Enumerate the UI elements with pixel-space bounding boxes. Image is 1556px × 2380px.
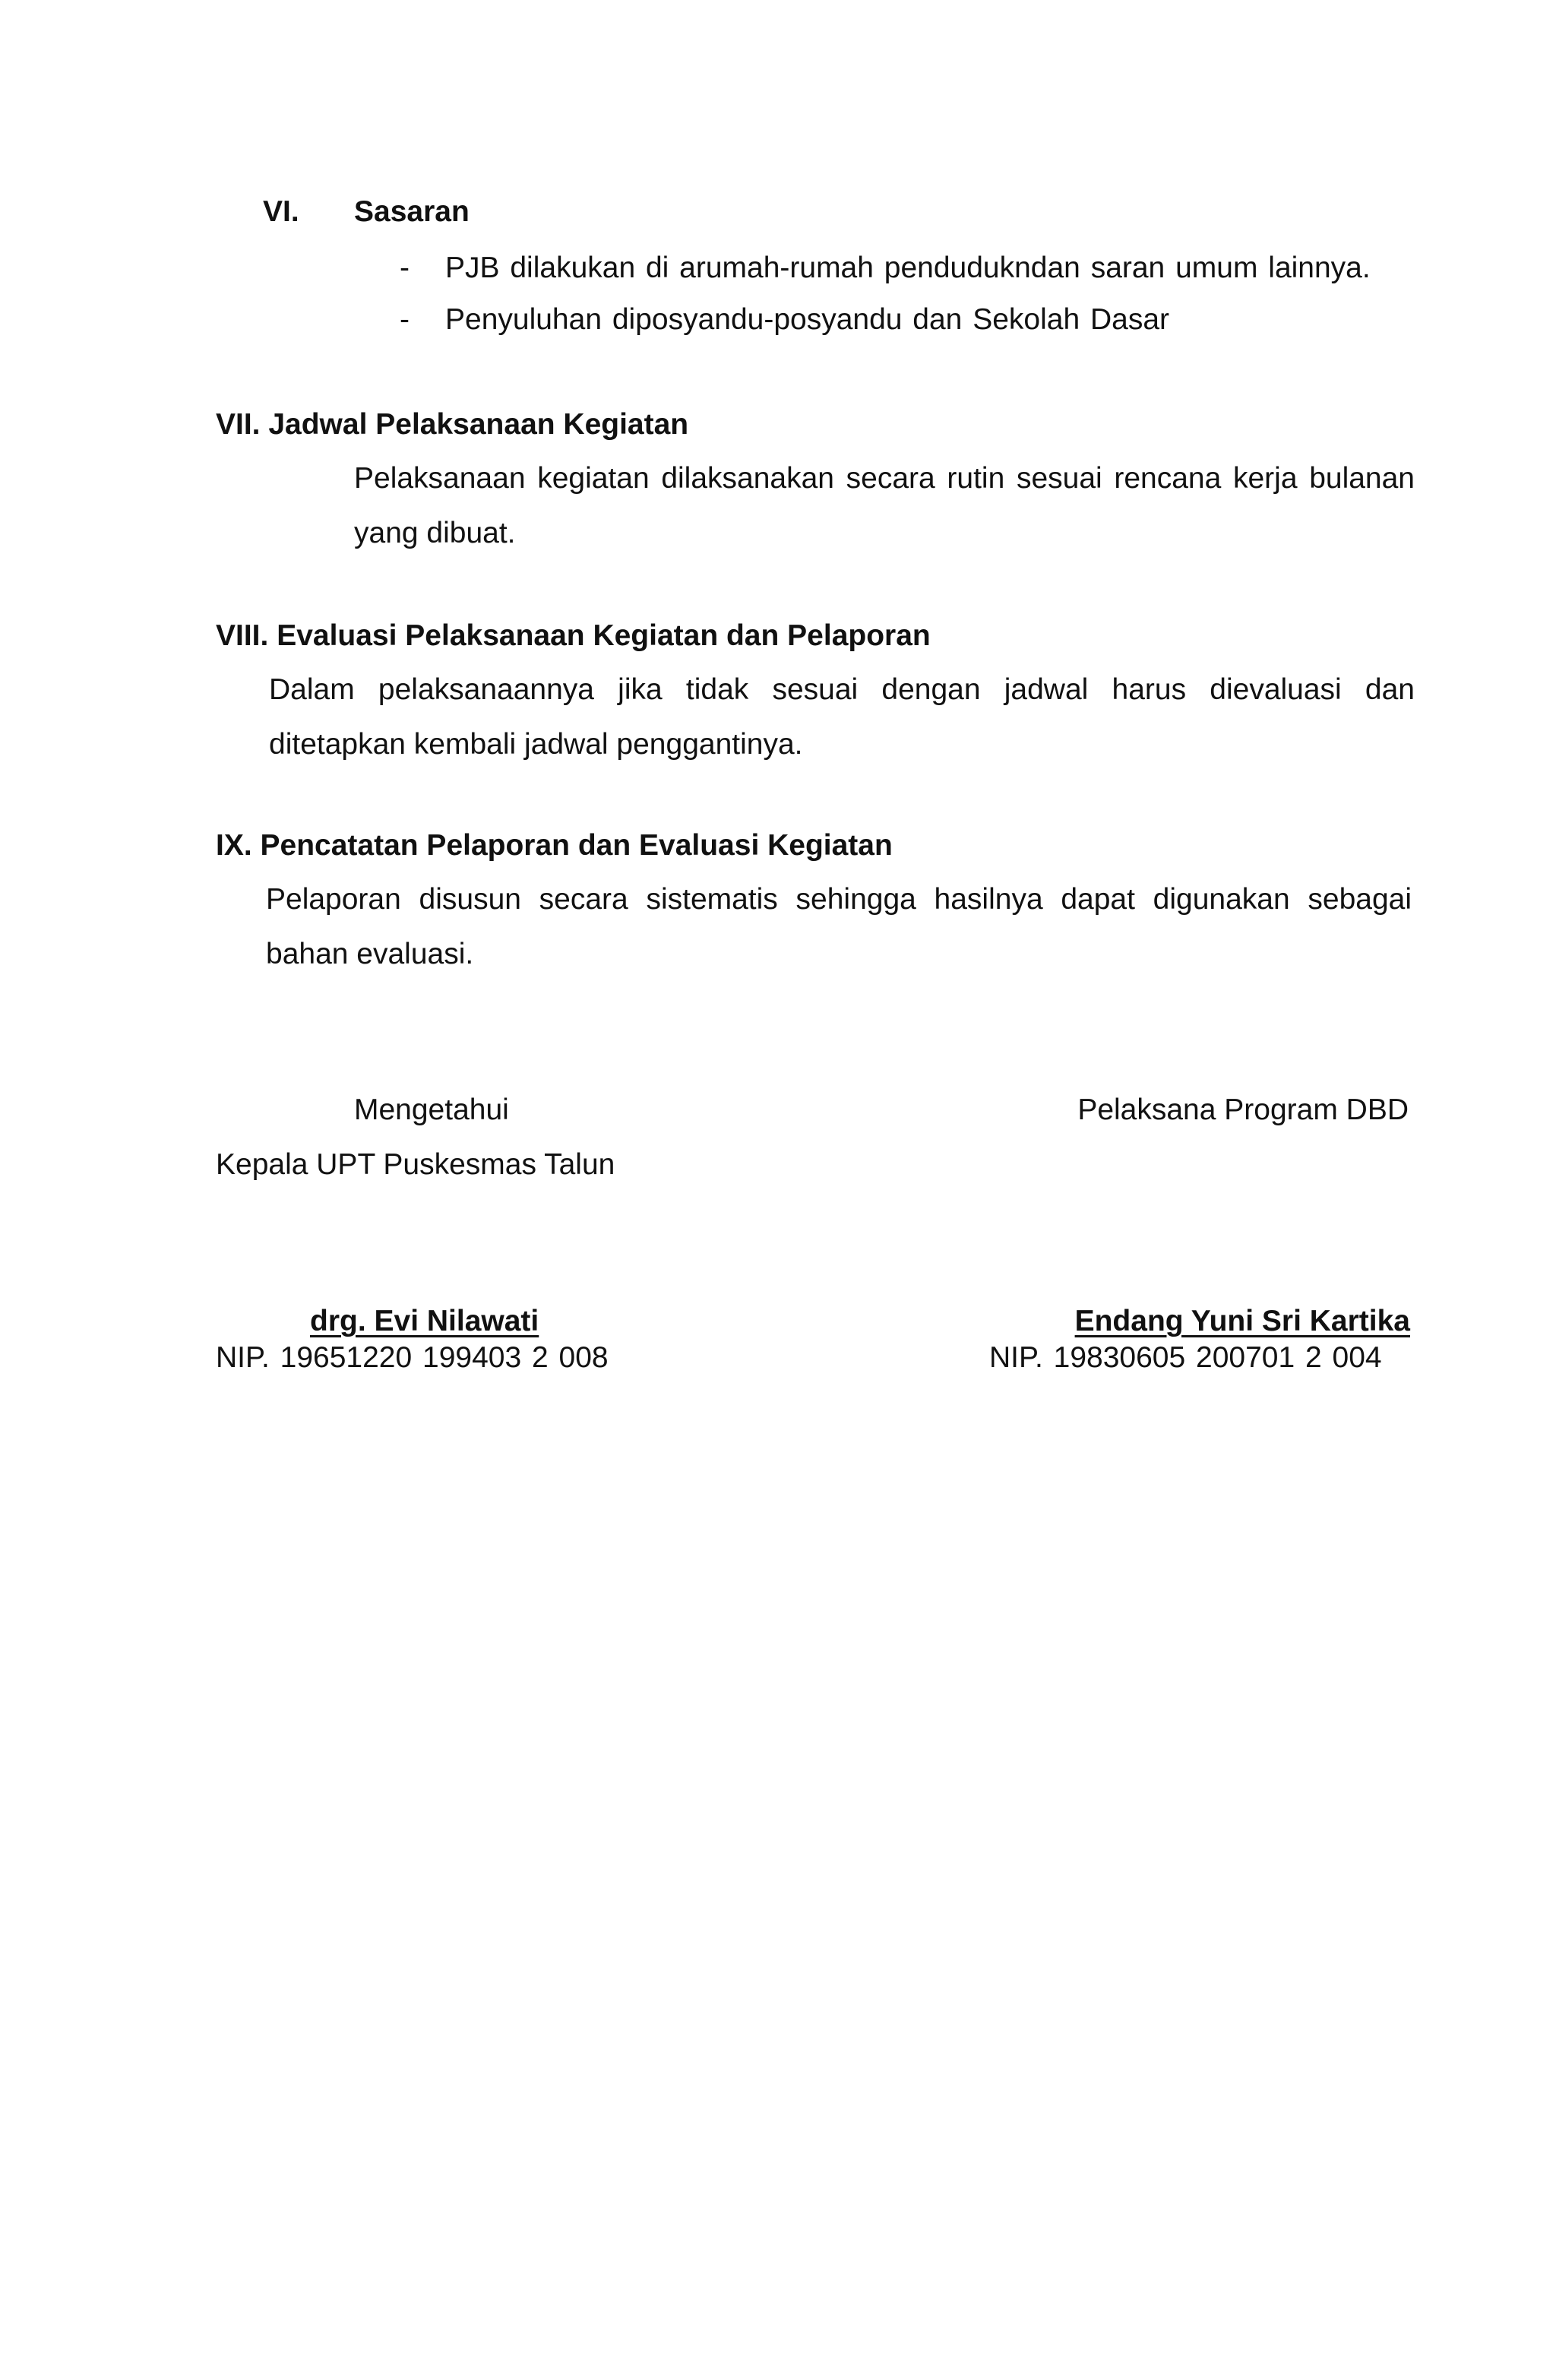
left-signature-position: Kepala UPT Puskesmas Talun — [216, 1148, 615, 1181]
left-signature-caption: Mengetahui — [354, 1093, 509, 1126]
section-vii-body: Pelaksanaan kegiatan dilaksanakan secara rutin sesuai rencana kerja bulanan yang dibuat. — [354, 462, 1415, 549]
section-vi-title: Sasaran — [354, 195, 470, 228]
list-item: Penyuluhan diposyandu-posyandu dan Sekolah Dasar — [445, 303, 1170, 336]
section-viii-heading: VIII. Evaluasi Pelaksanaan Kegiatan dan Pelaporan — [216, 619, 931, 652]
right-signatory-name: Endang Yuni Sri Kartika — [1074, 1305, 1410, 1337]
left-signatory-nip: NIP. 19651220 199403 2 008 — [216, 1341, 609, 1374]
section-viii-body: Dalam pelaksanaannya jika tidak sesuai dengan jadwal harus dievaluasi dan ditetapkan kembali jadwal penggantinya. — [269, 673, 1415, 761]
right-signature-position: Pelaksana Program DBD — [1077, 1093, 1409, 1126]
left-signatory-name: drg. Evi Nilawati — [310, 1305, 539, 1337]
section-vii-heading: VII. Jadwal Pelaksanaan Kegiatan — [216, 408, 689, 441]
section-vi-number: VI. — [263, 195, 299, 228]
right-signatory-nip: NIP. 19830605 200701 2 004 — [989, 1341, 1382, 1374]
list-item-dash: - — [400, 303, 410, 336]
section-ix-heading: IX. Pencatatan Pelaporan dan Evaluasi Kegiatan — [216, 829, 893, 862]
list-item-dash: - — [400, 252, 410, 284]
section-ix-body: Pelaporan disusun secara sistematis sehingga hasilnya dapat digunakan sebagai bahan evaluasi. — [266, 883, 1412, 970]
list-item: PJB dilakukan di arumah-rumah pendudukndan saran umum lainnya. — [445, 252, 1371, 284]
